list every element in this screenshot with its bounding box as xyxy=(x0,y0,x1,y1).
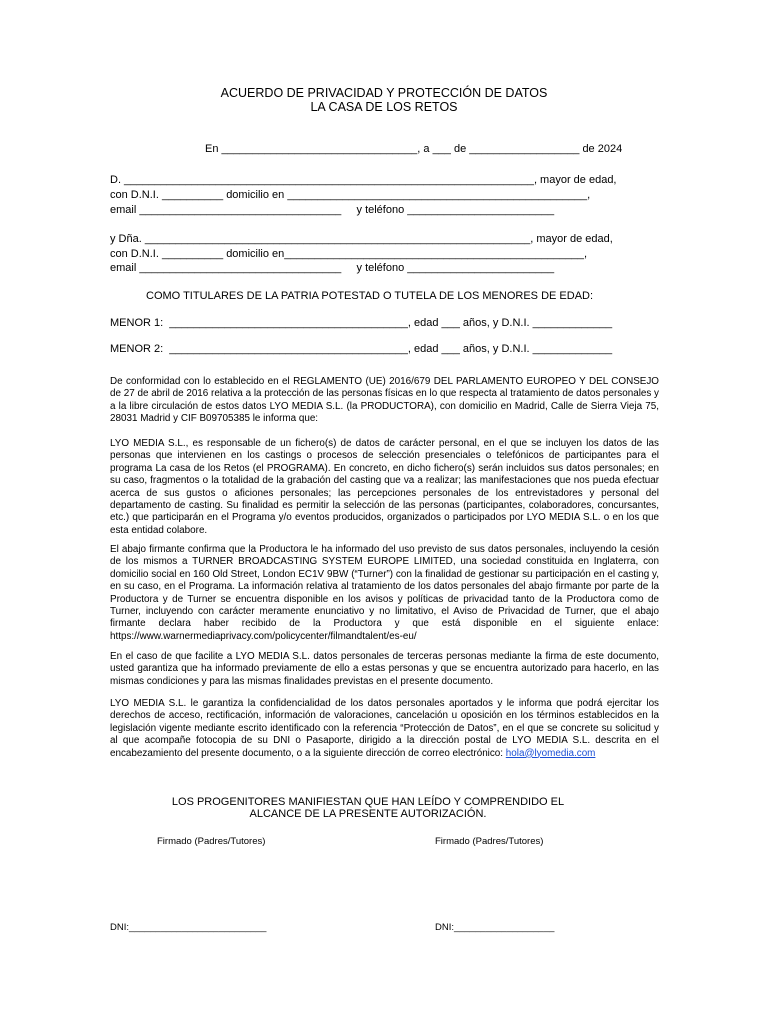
document-title: ACUERDO DE PRIVACIDAD Y PROTECCIÓN DE DATOS xyxy=(220,86,548,100)
legal-paragraph-4 xyxy=(110,651,659,688)
parent1-name-line: D. ___________________________________________________________________, mayor de edad, xyxy=(110,174,617,186)
parent2-email-line: email _________________________________ y teléfono ________________________ xyxy=(110,262,555,274)
parent1-email-line: email _________________________________ y teléfono ________________________ xyxy=(110,204,555,216)
legal-paragraph-5 xyxy=(110,698,659,760)
legal-paragraph-1-text: De conformidad con lo establecido en el REGLAMENTO (UE) 2016/679 DEL PARLAMENTO EUROPEO Y DEL CONSEJO de 27 de abril de 2016 relativa a la protección de las personas físicas en lo que respecta al tratamiento de datos personales y a la libre circulación de estos datos LYO MEDIA S.L. (la PRODUCTORA), con domicilio en Madrid, Calle de Sierra Vieja 75, 28031 Madrid y CIF B09705385 le informa que: xyxy=(110,376,659,425)
guardian-heading: COMO TITULARES DE LA PATRIA POTESTAD O TUTELA DE LOS MENORES DE EDAD: xyxy=(146,290,594,302)
legal-paragraph-5-body: LYO MEDIA S.L. le garantiza la confidencialidad de los datos personales aportados y le informa que podrá ejercitar los derechos de acceso, rectificación, información de valoraciones, cancelación u oposición en los términos establecidos en la legislación vigente mediante escrito identificado con la referencia “Protección de Datos”, en el que se concrete su solicitud y al que acompañe fotocopia de su DNI o Pasaporte, dirigido a la dirección postal de LYO MEDIA S.L. descrita en el encabezamiento del presente documento, o a la siguiente dirección de correo electrónico: xyxy=(110,698,659,759)
parent2-dni-line: con D.N.I. __________ domicilio en_________________________________________________, xyxy=(110,248,588,260)
legal-paragraph-1 xyxy=(110,376,659,426)
minor-2-line: MENOR 2: _______________________________________, edad ___ años, y D.N.I. _____________ xyxy=(110,343,613,355)
contact-email-link[interactable]: hola@lyomedia.com xyxy=(505,747,596,759)
parent1-dni-line: con D.N.I. __________ domicilio en _________________________________________________, xyxy=(110,189,591,201)
legal-paragraph-3-text: El abajo firmante confirma que la Productora le ha informado del uso previsto de sus datos personales, incluyendo la cesión de los mismos a TURNER BROADCASTING SYSTEM EUROPE LIMITED, una sociedad constituida en Inglaterra, con domicilio social en 160 Old Street, London EC1V 9BW (“Turner”) con la finalidad de gestionar su participación en el casting y, en su caso, en el Programa. La información relativa al tratamiento de los datos personales del abajo firmante por parte de la Productora y de Turner se encuentra disponible en los avisos y políticas de privacidad tanto de la Productora como de Turner, incluyendo con carácter meramente enunciativo y no limitativo, el Aviso de Privacidad de Turner, que el abajo firmante declara haber recibido de la Productora y que está disponible en el siguiente enlace: https://www.warnermediaprivacy.com/policycenter/filmandtalent/es-eu/ xyxy=(110,544,659,642)
legal-paragraph-2 xyxy=(110,438,659,537)
place-date-line: En ________________________________, a ___ de __________________ de 2024 xyxy=(205,143,623,155)
legal-paragraph-3 xyxy=(110,544,659,643)
closing-statement-line1: LOS PROGENITORES MANIFIESTAN QUE HAN LEÍDO Y COMPRENDIDO EL xyxy=(171,796,565,808)
closing-statement-line2: ALCANCE DE LA PRESENTE AUTORIZACIÓN. xyxy=(249,808,487,820)
legal-paragraph-4-text: En el caso de que facilite a LYO MEDIA S.L. datos personales de terceras personas mediante la firma de este documento, usted garantiza que ha informado previamente de ello a estas personas y que se encuentra autorizado para hacerlo, en las mismas condiciones y para las mismas finalidades previstas en el presente documento. xyxy=(110,651,659,687)
signature-label-left: Firmado (Padres/Tutores) xyxy=(157,836,266,847)
parent2-name-line: y Dña. _______________________________________________________________, mayor de edad, xyxy=(110,233,613,245)
minor-1-line: MENOR 1: _______________________________________, edad ___ años, y D.N.I. _____________ xyxy=(110,317,613,329)
dni-line-left: DNI:__________________________ xyxy=(110,922,267,933)
legal-paragraph-5-text xyxy=(110,698,659,760)
document-subtitle: LA CASA DE LOS RETOS xyxy=(310,100,458,114)
signature-label-right: Firmado (Padres/Tutores) xyxy=(435,836,544,847)
dni-line-right: DNI:___________________ xyxy=(435,922,555,933)
legal-paragraph-2-text: LYO MEDIA S.L., es responsable de un fichero(s) de datos de carácter personal, en el que se incluyen los datos de las personas que intervienen en los castings o procesos de selección presenciales o telefónicos de participantes para el programa La casa de los Retos (el PROGRAMA). En concreto, en dicho fichero(s) serán incluidos sus datos personales; en su caso, fragmentos o la totalidad de la grabación del casting que va a realizar; las manifestaciones que nos pueda efectuar acerca de sus gustos o aficiones personales; las percepciones personales de los entrevistadores y personal del departamento de casting. Su finalidad es permitir la selección de las personas (participantes, colaboradores, concursantes, etc.) que participarán en el Programa y/o eventos producidos, organizados o participados por LYO MEDIA S.L. o en los que esta entidad colabore. xyxy=(110,438,659,536)
